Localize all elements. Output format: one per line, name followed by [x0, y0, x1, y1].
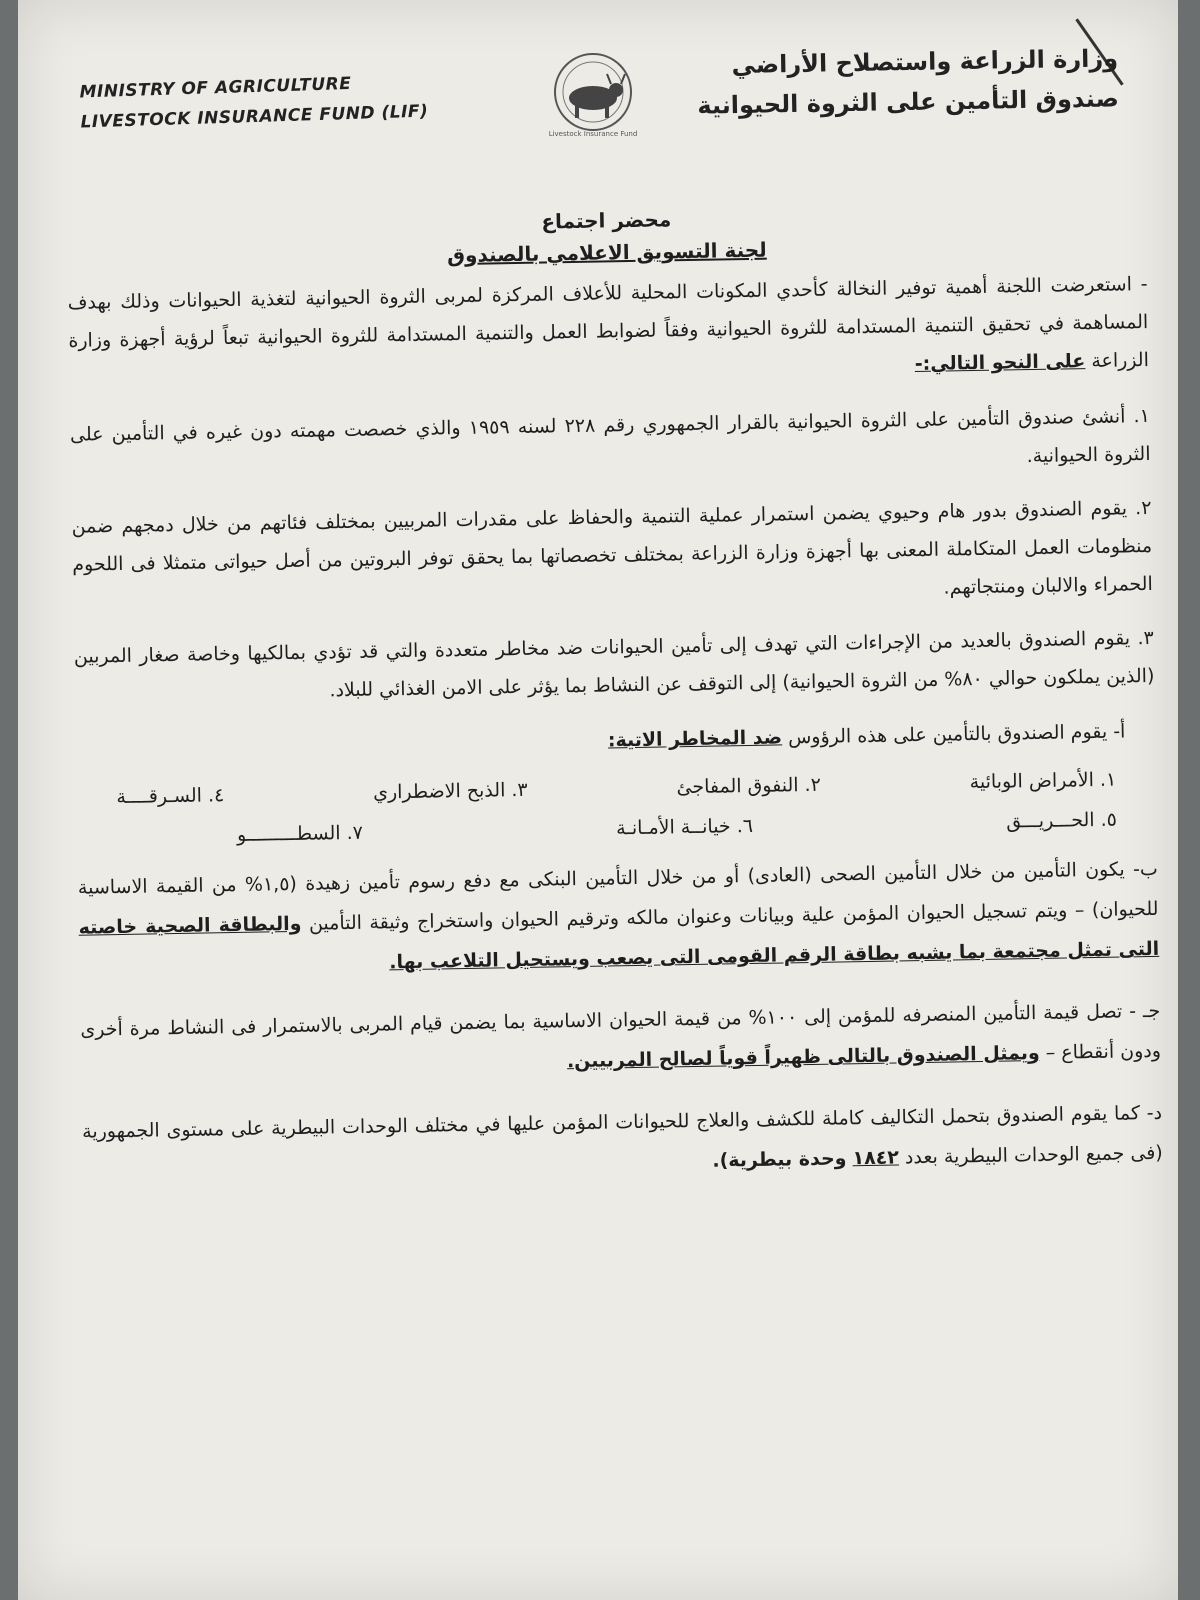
header-arabic	[696, 38, 1119, 125]
logo-caption: Livestock Insurance Fund	[548, 130, 638, 138]
subtitle-text: لجنة التسويق الاعلامي بالصندوق	[446, 237, 767, 268]
sub-b-text: ب- يكون التأمين من خلال التأمين الصحى (العادى) أو من خلال التأمين البنكى مع دفع رسوم تأمين زهيدة (١,٥% من القيمة الاساسية للحيوان) – ويتم تسجيل الحيوان المؤمن علية وبيانات وعنوان مالكه وترقيم الحيوان واستخراج وثيقة التأمين	[77, 857, 1159, 935]
risk-item: ٥. الحـــريـــق	[1006, 808, 1118, 833]
sub-c-text: جـ - تصل قيمة التأمين المنصرفه للمؤمن إلى ١٠٠% من قيمة الحيوان الاساسية بما يضمن قيام المربى بالاستمرار فى النشاط مرة أخرى ودون أنقطاع –	[80, 999, 1162, 1064]
item-2: ٢. يقوم الصندوق بدور هام وحيوي يضمن استمرار عملية التنمية والحفاظ على مقدرات المربيين بمختلف فئاتهم من خلال دمجهم ضمن منظومات العمل المتكاملة المعنى بها أجهزة وزارة الزراعة بمختلف تخصصاتها بما يحقق توفر البروتين من أصل حيواتى متمثلا فى اللحوم الحمراء والالبان ومنتجاتهم.	[71, 496, 1153, 599]
risk-item: ١. الأمراض الوبائية	[969, 768, 1117, 794]
sub-b-underlined: والبطاقة الصحية خاصته التى تمثل مجتمعة بما يشبه بطاقة الرقم القومى التى يصعب ويستحيل التلاعب بها.	[78, 912, 1160, 974]
sub-c	[80, 991, 1161, 1090]
header-english	[79, 67, 429, 138]
doc-title: محضر اجتماع	[541, 207, 672, 234]
sub-a-text: أ- يقوم الصندوق بالتأمين على هذه الرؤوس	[787, 720, 1126, 749]
sub-a-underlined: ضد المخاطر الاتية:	[607, 726, 783, 752]
ministry-name-ar: وزارة الزراعة واستصلاح الأراضي	[730, 44, 1118, 80]
fund-name-en: LIVESTOCK INSURANCE FUND (LIF)	[80, 101, 429, 133]
sub-d	[82, 1093, 1163, 1192]
ministry-name-en: MINISTRY OF AGRICULTURE	[79, 73, 352, 103]
unit-count: ١٨٤٢	[852, 1146, 900, 1170]
intro-text: استعرضت اللجنة أهمية توفير النخالة كأحدي المكونات المحلية للأعلاف المركزة لمربى الثروة الحيوانية لتغذية الحيوانات وذلك بهدف المساهمة في تحقيق التنمية المستدامة للثروة الحيوانية وفقاً لضوابط العمل والتنمية المستدامة للثروة الحيوانية تبعاً لرؤية أجهزة وزارة الزراعة	[67, 273, 1150, 372]
document-body	[66, 195, 1163, 1214]
risk-item: ٧. السطـــــــــو	[236, 821, 364, 846]
fund-name-ar: صندوق التأمين على الثروة الحيوانية	[696, 84, 1119, 120]
sub-d-end: وحدة بيطرية).	[712, 1147, 847, 1172]
document-page	[18, 0, 1178, 1600]
item-3: ٣. يقوم الصندوق بالعديد من الإجراءات التي تهدف إلى تأمين الحيوانات ضد مخاطر متعددة والتي قد تؤدي بمالكيها وخاصة صغار المربين (الذين يملكون حوالي ٨٠% من الثروة الحيوانية) إلى التوقف عن النشاط بما يؤثر على الامن الغذائي للبلاد.	[73, 626, 1155, 702]
risk-item: ٤. السـرقــــة	[116, 784, 225, 809]
risk-list	[116, 760, 1117, 857]
fund-logo-icon	[523, 48, 663, 140]
intro-end: على النحو التالي:-	[914, 350, 1086, 376]
risk-item: ٢. النفوق المفاجئ	[676, 773, 822, 799]
sub-b	[78, 849, 1160, 988]
risk-item: ٦. خيانــة الأمـانـة	[615, 814, 754, 840]
risk-item: ٣. الذبح الاضطراري	[372, 778, 528, 804]
item-1: ١. أنشئ صندوق التأمين على الثروة الحيوانية بالقرار الجمهوري رقم ٢٢٨ لسنه ١٩٥٩ والذي خصصت مهمته دون غيره في التأمين على الثروة الحيوانية.	[69, 404, 1151, 468]
intro-paragraph: - استعرضت اللجنة أهمية توفير النخالة كأحدي المكونات المحلية للأعلاف المركزة لمربى الثروة الحيوانية لتغذية الحيوانات وذلك بهدف المساهمة في تحقيق التنمية المستدامة للثروة الحيوانية وفقاً لضوابط العمل والتنمية المستدامة للثروة الحيوانية تبعاً لرؤية أجهزة وزارة الزراعة على النحو التالي:-	[67, 272, 1150, 376]
sub-c-underlined: ويمثل الصندوق بالتالى ظهيراً قوياً لصالح المربيين.	[566, 1041, 1040, 1073]
sub-d-text: د- كما يقوم الصندوق بتحمل التكاليف كاملة للكشف والعلاج للحيوانات المؤمن عليها في مختلف الوحدات البيطرية على مستوى الجمهورية (فى جميع الوحدات البيطرية بعدد	[81, 1101, 1163, 1169]
sub-a	[75, 711, 1126, 769]
